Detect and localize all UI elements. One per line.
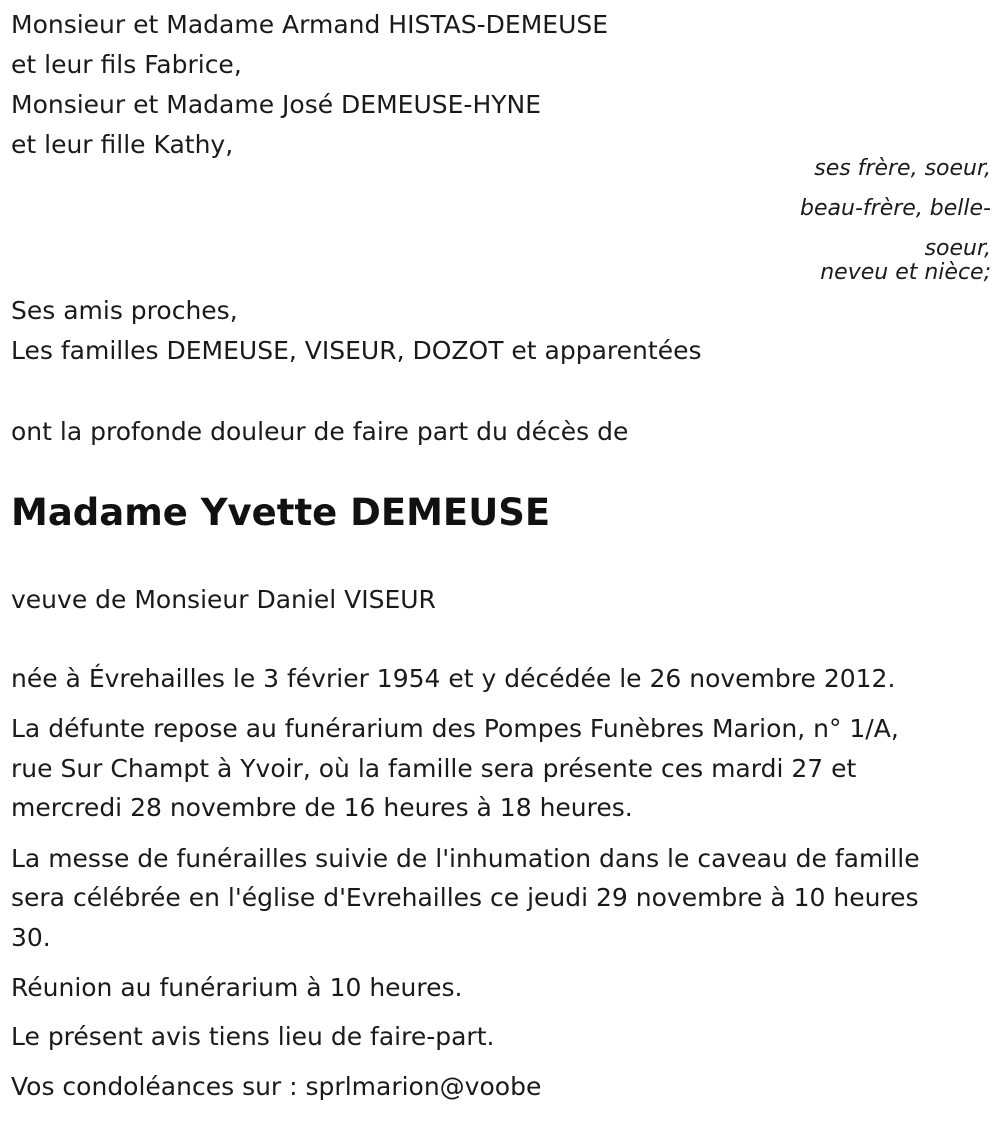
family-line: et leur fils Fabrice, [11, 50, 242, 79]
paragraph-line: sera célébrée en l'église d'Evrehailles ce jeudi 29 novembre à 10 heures [11, 883, 919, 912]
paragraph-line: rue Sur Champt à Yvoir, où la famille sera présente ces mardi 27 et [11, 754, 857, 783]
relation-line: neveu et nièce; [820, 260, 991, 285]
meeting-line: Réunion au funérarium à 10 heures. [11, 973, 463, 1002]
families-line: Les familles DEMEUSE, VISEUR, DOZOT et apparentées [11, 336, 702, 365]
birth-death-line: née à Évrehailles le 3 février 1954 et y décédée le 26 novembre 2012. [11, 664, 896, 693]
paragraph-line: mercredi 28 novembre de 16 heures à 18 heures. [11, 793, 633, 822]
deceased-name: Madame Yvette DEMEUSE [11, 491, 551, 534]
relation-line: soeur, [924, 236, 991, 261]
notice-line: Le présent avis tiens lieu de faire-part. [11, 1022, 495, 1051]
family-line: Monsieur et Madame Armand HISTAS-DEMEUSE [11, 10, 609, 39]
announcement-line: ont la profonde douleur de faire part du décès de [11, 417, 629, 446]
widow-line: veuve de Monsieur Daniel VISEUR [11, 585, 436, 614]
relation-line: ses frère, soeur, [814, 156, 991, 181]
paragraph-line: La messe de funérailles suivie de l'inhumation dans le caveau de famille [11, 844, 920, 873]
friends-line: Ses amis proches, [11, 296, 238, 325]
paragraph-line: 30. [11, 923, 51, 952]
paragraph-line: La défunte repose au funérarium des Pompes Funèbres Marion, n° 1/A, [11, 714, 899, 743]
relation-line: beau-frère, belle- [800, 196, 991, 221]
family-line: et leur fille Kathy, [11, 130, 234, 159]
condolences-line: Vos condoléances sur : sprlmarion@voobe [11, 1072, 542, 1101]
family-line: Monsieur et Madame José DEMEUSE-HYNE [11, 90, 542, 119]
